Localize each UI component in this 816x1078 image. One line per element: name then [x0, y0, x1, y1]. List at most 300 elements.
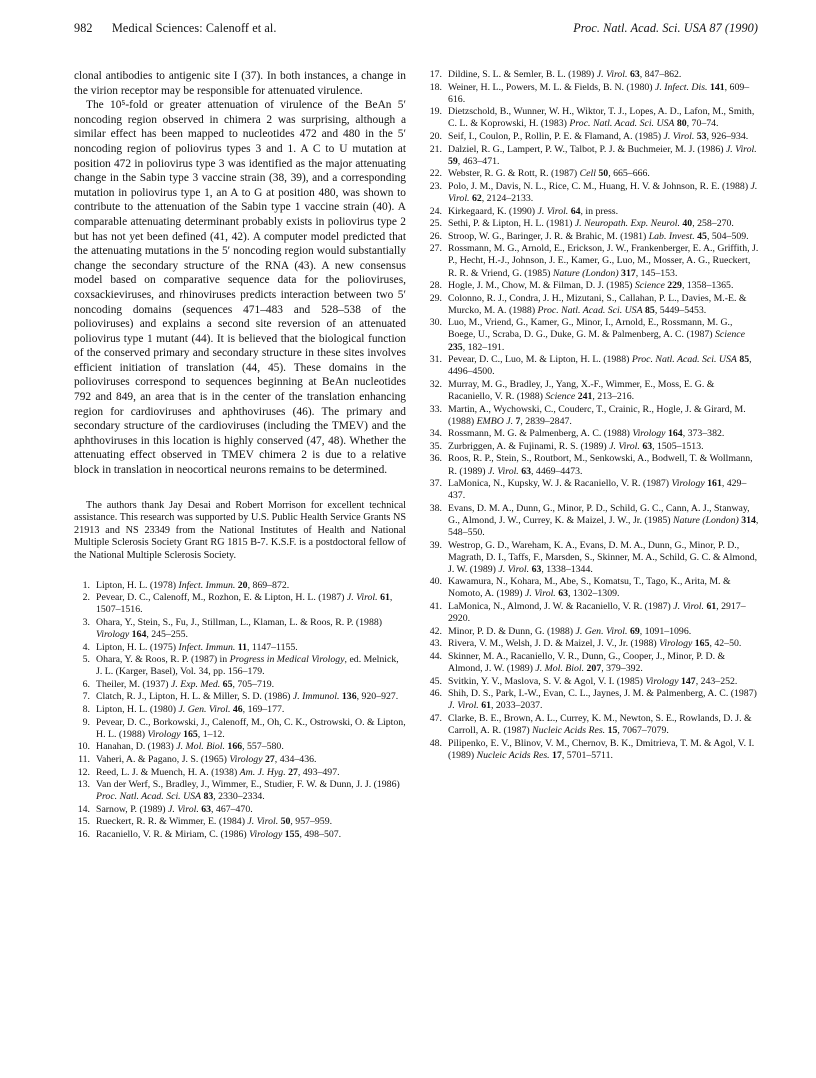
reference-authors: Kawamura, N., Kohara, M., Abe, S., Komatsu, T., Tago, K., Arita, M. & Nomoto, A. (1989): [448, 576, 731, 600]
reference-number: 5.: [82, 654, 90, 666]
reference-journal: J. Virol.: [725, 143, 757, 155]
reference-item: [426, 131, 760, 143]
reference-item: [426, 638, 760, 650]
reference-item: [426, 280, 760, 292]
reference-volume: 63: [531, 563, 542, 575]
reference-pages: , 2839–2847.: [520, 415, 572, 427]
reference-text: [96, 592, 406, 616]
reference-authors: Sarnow, P. (1989): [96, 803, 169, 815]
reference-number: 26.: [429, 230, 442, 242]
reference-item: [426, 576, 760, 600]
reference-journal: J. Gen. Virol.: [178, 704, 231, 716]
reference-number: 35.: [429, 440, 442, 452]
reference-volume: 164: [131, 628, 147, 640]
reference-number: 41.: [429, 601, 442, 613]
reference-journal: Science: [634, 280, 665, 292]
reference-authors: Skinner, M. A., Racaniello, V. R., Dunn, G., Cooper, J., Minor, P. D. & Almond, J. W. (1989): [448, 650, 726, 674]
reference-authors: Zurbriggen, A. & Fujinami, R. S. (1989): [448, 440, 610, 452]
reference-item: [426, 713, 760, 737]
reference-text: [448, 317, 760, 353]
reference-text: [448, 540, 760, 576]
reference-journal: Am. J. Hyg.: [239, 766, 286, 778]
reference-item: [426, 82, 760, 106]
reference-number: 6.: [82, 678, 90, 690]
reference-item: [74, 829, 406, 841]
reference-pages: , 5701–5711.: [561, 749, 613, 761]
reference-text: [96, 717, 406, 741]
reference-number: 21.: [429, 143, 442, 155]
reference-volume: 147: [681, 675, 696, 687]
reference-pages: , 869–872.: [247, 579, 290, 591]
reference-number: 17.: [429, 69, 442, 80]
reference-number: 19.: [429, 106, 442, 118]
reference-journal: J. Virol.: [596, 69, 628, 80]
reference-volume: 27: [288, 766, 298, 778]
reference-journal: Nucleic Acids Res.: [476, 749, 550, 761]
reference-number: 38.: [429, 502, 442, 514]
reference-number: 27.: [429, 243, 442, 255]
running-header: [74, 21, 758, 39]
reference-number: 48.: [429, 737, 442, 749]
reference-journal: Infect. Immun.: [178, 579, 236, 591]
reference-text: [448, 280, 760, 292]
reference-authors: Shih, D. S., Park, I.-W., Evan, C. L., Jaynes, J. M. & Palmenberg, A. C. (1987): [448, 688, 757, 700]
reference-item: [426, 738, 760, 762]
reference-journal: J. Mol. Biol.: [176, 741, 225, 753]
reference-item: [426, 181, 760, 205]
reference-authors: Dalziel, R. G., Lampert, P. W., Talbot, P. J. & Buchmeier, M. J. (1986): [448, 143, 726, 155]
reference-volume: 314: [741, 514, 756, 526]
reference-volume: 27: [265, 753, 275, 765]
reference-journal: Virology: [659, 638, 693, 650]
reference-pages: , 1505–1513.: [652, 440, 704, 452]
reference-pages: , 504–509.: [706, 230, 749, 242]
reference-pages: , 70–74.: [686, 118, 719, 130]
reference-number: 20.: [429, 130, 442, 142]
reference-volume: 63: [201, 803, 212, 815]
reference-pages: , 665–666.: [608, 168, 650, 180]
reference-volume: 65: [222, 678, 233, 690]
reference-text: [96, 580, 406, 592]
reference-item: [426, 540, 760, 576]
reference-journal: J. Infect. Dis.: [654, 81, 708, 93]
reference-number: 22.: [429, 168, 442, 180]
reference-authors: Seif, I., Coulon, P., Rollin, P. E. & Flamand, A. (1985): [448, 130, 664, 142]
reference-item: [426, 317, 760, 353]
reference-authors: Rueckert, R. R. & Wimmer, E. (1984): [96, 816, 248, 828]
reference-text: [96, 804, 406, 816]
reference-authors: Lipton, H. L. (1975): [96, 641, 179, 653]
reference-volume: 61: [481, 700, 491, 712]
reference-journal: Proc. Natl. Acad. Sci. USA: [569, 118, 675, 130]
reference-authors: Pevear, D. C., Luo, M. & Lipton, H. L. (1988): [448, 354, 632, 366]
reference-pages: , 434–436.: [274, 753, 317, 765]
reference-pages: , 705–719.: [232, 678, 275, 690]
reference-text: [96, 654, 406, 678]
page-number: 982: [74, 21, 93, 35]
reference-item: [426, 453, 760, 477]
reference-pages: , 2330–2334.: [213, 791, 265, 803]
reference-text: [448, 231, 760, 243]
reference-text: [96, 754, 406, 766]
reference-volume: 161: [707, 478, 722, 490]
reference-text: [448, 404, 760, 428]
reference-pages: , in press.: [580, 205, 619, 217]
reference-authors: Reed, L. J. & Muench, H. A. (1938): [96, 766, 240, 778]
reference-pages: , 1358–1365.: [681, 280, 734, 292]
reference-number: 39.: [429, 539, 442, 551]
reference-journal: J. Virol.: [448, 180, 758, 204]
reference-number: 1.: [82, 579, 90, 591]
reference-text: [96, 816, 406, 828]
reference-authors: Lipton, H. L. (1980): [96, 704, 179, 716]
reference-text: [448, 738, 760, 762]
discussion-text: [74, 69, 406, 478]
reference-item: [74, 741, 406, 753]
reference-volume: 40: [682, 218, 693, 230]
reference-journal: J. Virol.: [525, 588, 556, 600]
reference-authors: Rossmann, M. G. & Palmenberg, A. C. (1988): [448, 428, 633, 440]
reference-text: [96, 691, 406, 703]
reference-text: [448, 676, 760, 688]
reference-pages: , 169–177.: [242, 704, 285, 716]
reference-volume: 80: [676, 118, 687, 130]
reference-volume: 165: [183, 728, 198, 740]
reference-number: 29.: [429, 292, 442, 304]
reference-text: [448, 601, 760, 625]
reference-authors: Svitkin, Y. V., Maslova, S. V. & Agol, V. I. (1985): [448, 675, 646, 687]
reference-authors: Racaniello, V. R. & Miriam, C. (1986): [96, 828, 250, 840]
reference-authors: Webster, R. G. & Rott, R. (1987): [448, 168, 580, 180]
reference-number: 46.: [429, 688, 442, 700]
reference-text: [96, 741, 406, 753]
reference-text: [448, 626, 760, 638]
reference-text: [448, 713, 760, 737]
reference-item: [74, 779, 406, 803]
reference-volume: 141: [709, 81, 725, 93]
reference-pages: , 4496–4500.: [448, 354, 752, 378]
reference-text: [448, 503, 760, 539]
reference-volume: 83: [203, 791, 214, 803]
reference-pages: , 379–392.: [601, 663, 643, 674]
reference-pages: , 7067–7079.: [617, 724, 669, 736]
reference-item: [426, 626, 760, 638]
reference-item: [74, 617, 406, 641]
reference-number: 36.: [429, 453, 442, 465]
reference-journal: J. Virol.: [609, 440, 640, 452]
reference-item: [74, 767, 406, 779]
reference-number: 12.: [77, 766, 90, 778]
reference-item: [426, 206, 760, 218]
reference-journal: J. Virol.: [247, 816, 279, 828]
reference-number: 34.: [429, 428, 442, 440]
reference-journal: Virology: [229, 753, 263, 765]
reference-volume: 50: [280, 816, 291, 828]
reference-journal: J. Virol.: [673, 601, 704, 613]
reference-text: [448, 144, 760, 168]
reference-authors: Dietzschold, B., Wunner, W. H., Wiktor, T. J., Lopes, A. D., Lafon, M., Smith, C. L. & Koprowski, H. (1983): [448, 106, 755, 130]
reference-number: 10.: [77, 741, 90, 753]
reference-item: [74, 704, 406, 716]
reference-item: [74, 816, 406, 828]
reference-volume: 166: [227, 741, 243, 753]
reference-item: [74, 580, 406, 592]
reference-item: [426, 441, 760, 453]
reference-journal: J. Virol.: [346, 592, 378, 604]
reference-pages: , 213–216.: [592, 390, 635, 402]
reference-volume: 165: [694, 638, 710, 650]
reference-authors: Luo, M., Vriend, G., Kamer, G., Minor, I., Arnold, E., Rossmann, M. G., Boege, U., Scraba, D. G., Duke, G. M. & Palmenberg, A. C. (1987): [448, 317, 733, 341]
reference-text: [96, 829, 406, 841]
reference-number: 44.: [429, 650, 442, 662]
reference-volume: 85: [645, 304, 655, 316]
reference-authors: Polo, J. M., Davis, N. L., Rice, C. M., Huang, H. V. & Johnson, R. E. (1988): [448, 180, 751, 192]
reference-volume: 50: [598, 168, 609, 180]
reference-volume: 17: [552, 749, 562, 761]
reference-item: [426, 69, 760, 81]
reference-text: [448, 106, 760, 130]
reference-list-left: [74, 580, 406, 841]
reference-number: 45.: [429, 675, 442, 687]
reference-pages: , 258–270.: [692, 218, 734, 230]
paragraph: clonal antibodies to antigenic site I (37). In both instances, a change in the virion receptor may be responsible for attenuated virulence.: [74, 70, 406, 97]
reference-number: 18.: [429, 81, 442, 93]
reference-authors: LaMonica, N., Kupsky, W. J. & Racaniello, V. R. (1987): [448, 478, 672, 490]
reference-journal: Cell: [579, 168, 596, 180]
reference-item: [74, 691, 406, 703]
reference-item: [426, 243, 760, 279]
reference-volume: 45: [697, 230, 707, 242]
reference-journal: J. Virol.: [488, 465, 519, 477]
reference-volume: 241: [577, 390, 593, 402]
journal-citation: Proc. Natl. Acad. Sci. USA 87 (1990): [573, 21, 758, 35]
reference-pages: , 4469–4473.: [531, 465, 583, 477]
reference-volume: 207: [586, 663, 602, 674]
reference-authors: Clatch, R. J., Lipton, H. L. & Miller, S. D. (1986): [96, 691, 293, 703]
reference-pages: , 1–12.: [197, 728, 225, 740]
reference-volume: 63: [629, 69, 640, 80]
reference-journal: EMBO J.: [476, 415, 514, 427]
reference-journal: J. Virol.: [498, 563, 530, 575]
reference-pages: , 847–862.: [639, 69, 682, 80]
reference-pages: , 182–191.: [462, 341, 505, 353]
reference-item: [74, 717, 406, 741]
reference-item: [426, 293, 760, 317]
reference-journal: Virology: [147, 728, 181, 740]
reference-text: [448, 354, 760, 378]
reference-volume: 136: [341, 691, 357, 703]
reference-authors: Martin, A., Wychowski, C., Couderc, T., Crainic, R., Hogle, J. & Girard, M. (1988): [448, 403, 746, 427]
reference-authors: Sethi, P. & Lipton, H. L. (1981): [448, 218, 575, 230]
reference-pages: , 2033–2037.: [491, 700, 543, 712]
reference-text: [96, 779, 406, 803]
reference-item: [426, 478, 760, 502]
reference-item: [426, 106, 760, 130]
reference-text: [448, 478, 760, 502]
reference-journal: Proc. Natl. Acad. Sci. USA: [631, 354, 737, 366]
reference-pages: , 957–959.: [290, 816, 333, 828]
reference-authors: Van der Werf, S., Bradley, J., Wimmer, E., Studier, F. W. & Dunn, J. J. (1986): [96, 779, 400, 791]
reference-text: [448, 168, 760, 180]
reference-item: [426, 354, 760, 378]
reference-authors: Theiler, M. (1937): [96, 678, 171, 690]
reference-volume: 7: [515, 415, 521, 427]
reference-pages: , 2917–2920.: [448, 601, 746, 625]
reference-item: [74, 592, 406, 616]
reference-pages: , 42–50.: [709, 638, 742, 650]
reference-pages: , 920–927.: [356, 691, 399, 703]
reference-item: [74, 754, 406, 766]
reference-journal: J. Neuropath. Exp. Neurol.: [574, 218, 680, 230]
reference-authors: Stroop, W. G., Baringer, J. R. & Brahic, M. (1981): [448, 230, 649, 242]
reference-number: 13.: [77, 779, 90, 791]
reference-pages: , 493–497.: [297, 766, 340, 778]
reference-journal: J. Gen. Virol.: [575, 625, 628, 637]
reference-authors: Evans, D. M. A., Dunn, G., Minor, P. D., Schild, G. C., Cann, A. J., Stanway, G., Almond, J. W., Currey, K. & Maizel, J. W., Jr. (1985): [448, 502, 750, 526]
reference-text: [448, 688, 760, 712]
reference-pages: , 548–550.: [448, 514, 759, 538]
reference-item: [74, 804, 406, 816]
reference-journal: J. Exp. Med.: [170, 678, 221, 690]
reference-authors: Pevear, D. C., Calenoff, M., Rozhon, E. & Lipton, H. L. (1987): [96, 592, 347, 604]
reference-pages: , 2124–2133.: [481, 192, 534, 204]
reference-pages: , 145–153.: [635, 267, 678, 279]
reference-list-right: [426, 69, 760, 762]
reference-journal: Science: [545, 390, 576, 402]
reference-text: [448, 206, 760, 218]
reference-volume: 20: [237, 579, 248, 591]
reference-item: [426, 379, 760, 403]
reference-text: [448, 576, 760, 600]
reference-journal: J. Virol.: [663, 130, 695, 142]
reference-volume: 61: [380, 592, 390, 604]
reference-item: [426, 676, 760, 688]
reference-volume: 59: [448, 155, 458, 167]
reference-text: [96, 617, 406, 641]
reference-number: 4.: [82, 641, 90, 653]
reference-volume: 317: [621, 267, 636, 279]
reference-journal: Progress in Medical Virology: [229, 654, 345, 666]
reference-volume: 63: [558, 588, 569, 600]
reference-authors: Vaheri, A. & Pagano, J. S. (1965): [96, 753, 230, 765]
reference-authors: Dildine, S. L. & Semler, B. L. (1989): [448, 69, 597, 80]
reference-journal: Lab. Invest.: [648, 230, 695, 242]
reference-journal: Virology: [645, 675, 679, 687]
reference-pages: , 1507–1516.: [96, 592, 393, 616]
reference-number: 15.: [77, 816, 90, 828]
reference-authors: Colonno, R. J., Condra, J. H., Mizutani, S., Callahan, P. L., Davies, M.-E. & Murcko, M. A. (1988): [448, 292, 747, 316]
reference-item: [426, 601, 760, 625]
reference-authors: Hogle, J. M., Chow, M. & Filman, D. J. (1985): [448, 280, 635, 292]
reference-text: [96, 767, 406, 779]
reference-text: [448, 638, 760, 650]
reference-text: [448, 441, 760, 453]
reference-authors: Murray, M. G., Bradley, J., Yang, X.-F., Wimmer, E., Moss, E. G. & Racaniello, V. R. (1988): [448, 378, 715, 402]
reference-authors: Westrop, G. D., Wareham, K. A., Evans, D. M. A., Dunn, G., Minor, P. D., Magrath, D. I., Taffs, F., Marsden, S., Skinner, M. A., Schild, G. C. & Almond, J. W. (1989): [448, 539, 758, 575]
reference-authors: LaMonica, N., Almond, J. W. & Racaniello, V. R. (1987): [448, 601, 674, 613]
reference-number: 24.: [429, 205, 442, 217]
reference-authors: Clarke, B. E., Brown, A. L., Currey, K. M., Newton, S. E., Rowlands, D. J. & Carroll, A. R. (1987): [448, 712, 752, 736]
reference-item: [426, 231, 760, 243]
reference-journal: J. Virol.: [537, 205, 569, 217]
reference-authors: Rossmann, M. G., Arnold, E., Erickson, J. W., Frankenberger, E. A., Griffith, J. P., Hecht, H.-J., Johnson, J. E., Kamer, G., Luo, M., Mosser, A. G., Rueckert, R. R. & Vriend, G. (1985): [448, 243, 759, 279]
reference-number: 43.: [429, 638, 442, 650]
reference-volume: 63: [521, 465, 532, 477]
reference-text: [448, 181, 760, 205]
reference-number: 14.: [77, 803, 90, 815]
reference-volume: 63: [642, 440, 653, 452]
reference-pages: , 1302–1309.: [568, 588, 620, 600]
reference-item: [74, 679, 406, 691]
reference-journal: Proc. Natl. Acad. Sci. USA: [96, 791, 202, 803]
reference-number: 2.: [82, 592, 90, 604]
reference-volume: 229: [667, 280, 682, 292]
reference-number: 42.: [429, 625, 442, 637]
reference-authors: Hanahan, D. (1983): [96, 741, 177, 753]
reference-number: 3.: [82, 616, 90, 628]
reference-volume: 69: [629, 625, 640, 637]
reference-pages: , 609–616.: [448, 81, 750, 105]
reference-authors: Lipton, H. L. (1978): [96, 579, 179, 591]
reference-text: [448, 453, 760, 477]
reference-text: [96, 679, 406, 691]
reference-pages: , 373–382.: [682, 428, 725, 440]
reference-text: [448, 131, 760, 143]
reference-pages: , 557–580.: [242, 741, 284, 753]
reference-journal: Nucleic Acids Res.: [532, 724, 606, 736]
reference-journal: Infect. Immun.: [178, 641, 236, 653]
reference-pages: , 1147–1155.: [247, 641, 298, 653]
reference-authors: Weiner, H. L., Powers, M. L. & Fields, B. N. (1980): [448, 81, 655, 93]
reference-number: 37.: [429, 478, 442, 490]
paragraph: The 10⁵-fold or greater attenuation of virulence of the BeAn 5′ noncoding region observed in chimera 2 was surprising, although a similar effect has been mapped to nucleotides 472 and 480 in the 5′ noncoding region of poliovirus types 3 and 1. A C to U mutation at position 472 in poliovirus type 3 was identified as the major attenuating change in the Sabin type 3 vaccine strain (38, 39), and a corresponding mutation in poliovirus type 1, an A to G at position 480, was shown to contribute to the attenuation of the Sabin type 1 vaccine strain (40). A comparable attenuating determinant probably exists in poliovirus type 2 but has not yet been defined (41, 42). A computer model predicted that the attenuating mutations in the 5′ noncoding region would substantially change the secondary structure of the RNA (43). A new consensus model based on comparative sequence data for the polioviruses, coxsackieviruses, and rhinoviruses predicts interaction between two 5′ noncoding domains (sequences 471–483 and 528–538 of the polioviruses) and explains a second site reversion of an attenuated poliovirus type 1 mutant (44). It is believed that the biological function of the conserved primary and secondary structure in these sites involves efficient initiation of translation (44, 45). These domains in the polioviruses correspond to sequences beginning at BeAn nucleotides 792 and 849, an area that is in the center of the translation enhancing region for cardioviruses and aphthoviruses (46). The primary and secondary structure of the cardioviruses (including the TMEV) and the aphthoviruses in this location is highly conserved (47, 48). Whether the attenuating effect observed in TMEV chimera 2 is due to a relative block in translation in neocortical neurons remains to be determined.: [74, 99, 406, 477]
reference-number: 7.: [82, 691, 90, 703]
reference-journal: Virology: [96, 628, 130, 640]
reference-item: [426, 503, 760, 539]
reference-volume: 61: [706, 601, 717, 613]
reference-pages: , 5449–5453.: [654, 304, 707, 316]
reference-volume: 53: [696, 130, 707, 142]
reference-pages: , ed. Melnick, J. L. (Karger, Basel), Vol. 34, pp. 156–179.: [96, 654, 399, 678]
section-title: Medical Sciences: Calenoff et al.: [112, 21, 277, 35]
reference-number: 25.: [429, 218, 442, 230]
reference-number: 16.: [77, 828, 90, 840]
reference-volume: 155: [284, 828, 300, 840]
reference-pages: , 1338–1344.: [541, 563, 593, 575]
reference-text: [448, 69, 760, 81]
reference-pages: , 245–255.: [146, 628, 188, 640]
reference-number: 8.: [82, 704, 90, 716]
reference-number: 28.: [429, 280, 442, 292]
reference-journal: J. Virol.: [168, 803, 199, 815]
reference-journal: J. Virol.: [448, 700, 479, 712]
reference-text: [448, 82, 760, 106]
reference-number: 9.: [82, 716, 90, 728]
reference-volume: 15: [607, 724, 618, 736]
reference-journal: Virology: [632, 428, 666, 440]
reference-text: [448, 293, 760, 317]
reference-pages: , 498–507.: [299, 828, 342, 840]
reference-pages: , 467–470.: [211, 803, 253, 815]
reference-text: [96, 704, 406, 716]
reference-number: 32.: [429, 378, 442, 390]
reference-item: [426, 144, 760, 168]
reference-journal: Virology: [249, 828, 283, 840]
reference-text: [96, 642, 406, 654]
reference-item: [426, 404, 760, 428]
reference-authors: Ohara, Y. & Roos, R. P. (1987) in: [96, 654, 230, 666]
reference-text: [448, 218, 760, 230]
